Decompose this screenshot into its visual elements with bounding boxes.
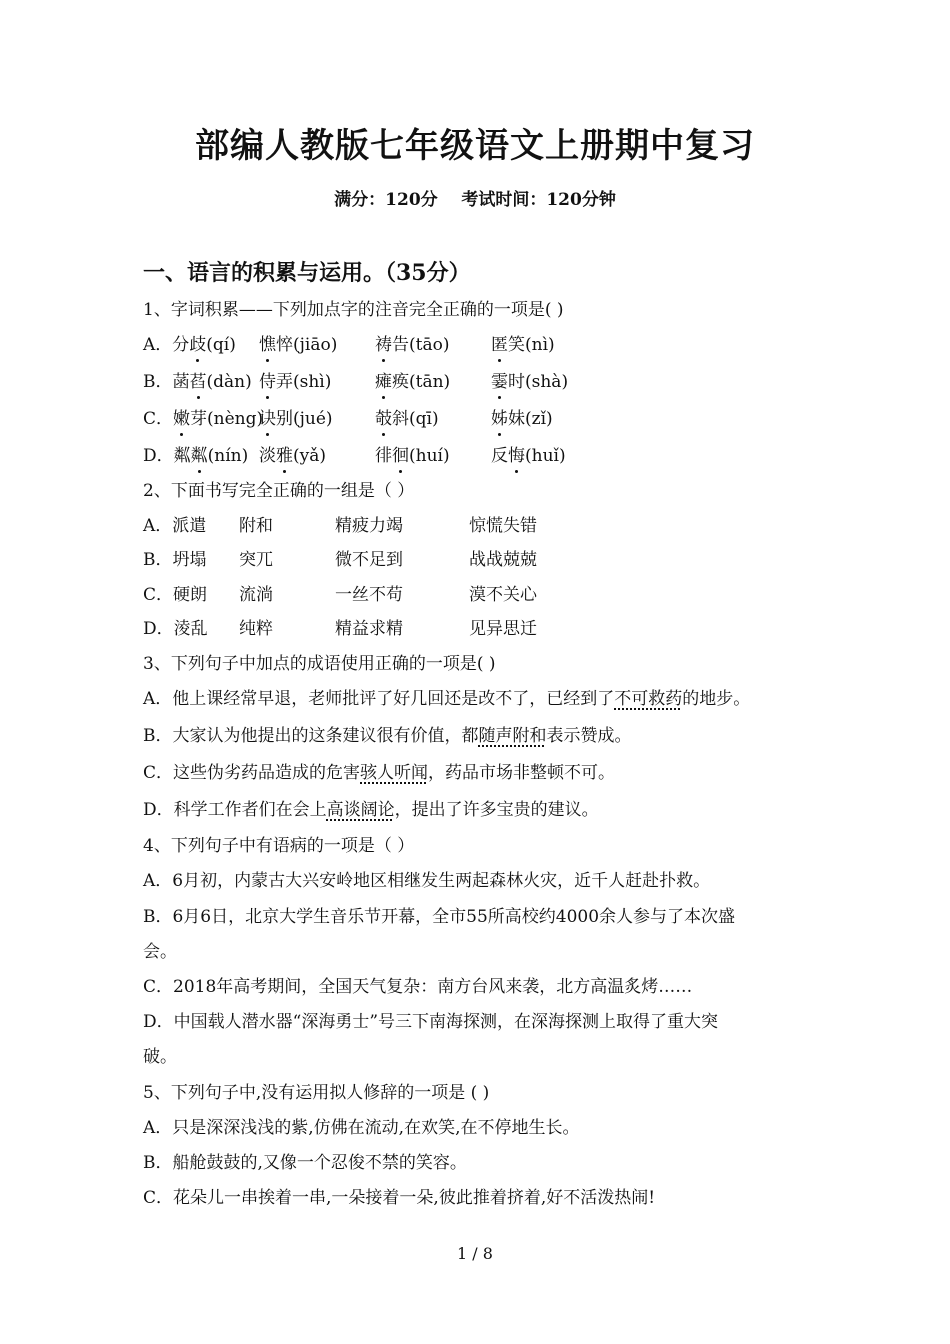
q2-option-b: B．坍塌 突兀 微不足到 战战兢兢 — [143, 550, 537, 570]
q5-option-b: B．船舱鼓鼓的,又像一个忍俊不禁的笑容。 — [143, 1153, 467, 1173]
q1-option-a: A．分歧(qí) 憔悴(jiāo) 祷告(tāo) 匿笑(nì) — [143, 331, 555, 359]
q4-option-d-line2: 破。 — [143, 1047, 177, 1067]
q4-option-c: C．2018年高考期间，全国天气复杂：南方台风来袭，北方高温炙烤…… — [143, 977, 693, 997]
q1-option-c: C．嫩芽(nèng)诀别(jué) 攲斜(qī) 姊妹(zǐ) — [143, 405, 553, 433]
q3-option-a: A．他上课经常早退，老师批评了好几回还是改不了，已经到了不可救药的地步。 — [143, 689, 751, 709]
q1-option-d: D．粼粼(nín) 淡雅(yǎ) 徘徊(huí) 反悔(huǐ) — [143, 442, 566, 470]
q2-option-d: D．淩乱 纯粹 精益求精 见异思迁 — [143, 619, 537, 639]
q1-stem: 1、字词积累——下列加点字的注音完全正确的一项是( ) — [143, 300, 564, 320]
page-title: 部编人教版七年级语文上册期中复习 — [195, 126, 755, 166]
q3-option-b: B．大家认为他提出的这条建议很有价值，都随声附和表示赞成。 — [143, 726, 632, 746]
q4-option-d-line1: D．中国载人潜水器“深海勇士”号三下南海探测，在深海探测上取得了重大突 — [143, 1012, 719, 1032]
dotted-idiom: 随声附和 — [478, 726, 547, 746]
q4-option-b-line2: 会。 — [143, 942, 177, 962]
q5-option-c: C．花朵儿一串挨着一串,一朵接着一朵,彼此推着挤着,好不活泼热闹! — [143, 1188, 656, 1208]
q2-stem: 2、下面书写完全正确的一组是（ ） — [143, 481, 415, 501]
q3-stem: 3、下列句子中加点的成语使用正确的一项是( ) — [143, 654, 496, 674]
dotted-idiom: 高谈阔论 — [326, 800, 395, 820]
q3-option-d: D．科学工作者们在会上高谈阔论，提出了许多宝贵的建议。 — [143, 800, 599, 820]
section-heading: 一、语言的积累与运用。（35分） — [143, 260, 471, 286]
q4-option-a: A．6月初，内蒙古大兴安岭地区相继发生两起森林火灾，近千人赶赴扑救。 — [143, 871, 711, 891]
q4-option-b-line1: B．6月6日，北京大学生音乐节开幕，全市55所高校约4000余人参与了本次盛 — [143, 907, 736, 927]
q2-option-c: C．硬朗 流淌 一丝不苟 漠不关心 — [143, 585, 537, 605]
page-number: 1 / 8 — [457, 1244, 493, 1263]
dotted-idiom: 不可救药 — [614, 689, 683, 709]
dotted-idiom: 骇人听闻 — [360, 763, 429, 783]
score-and-time: 满分：120分 考试时间：120分钟 — [334, 190, 616, 210]
q2-option-a: A．派遣 附和 精疲力竭 惊慌失错 — [143, 516, 537, 536]
q3-option-c: C．这些伪劣药品造成的危害骇人听闻，药品市场非整顿不可。 — [143, 763, 616, 783]
q5-option-a: A．只是深深浅浅的紫,仿佛在流动,在欢笑,在不停地生长。 — [143, 1118, 580, 1138]
q1-option-b: B．菡萏(dàn) 侍弄(shì) 瘫痪(tān) 霎时(shà) — [143, 368, 568, 396]
q4-stem: 4、下列句子中有语病的一项是（ ） — [143, 836, 415, 856]
q5-stem: 5、下列句子中,没有运用拟人修辞的一项是 ( ) — [143, 1083, 490, 1103]
